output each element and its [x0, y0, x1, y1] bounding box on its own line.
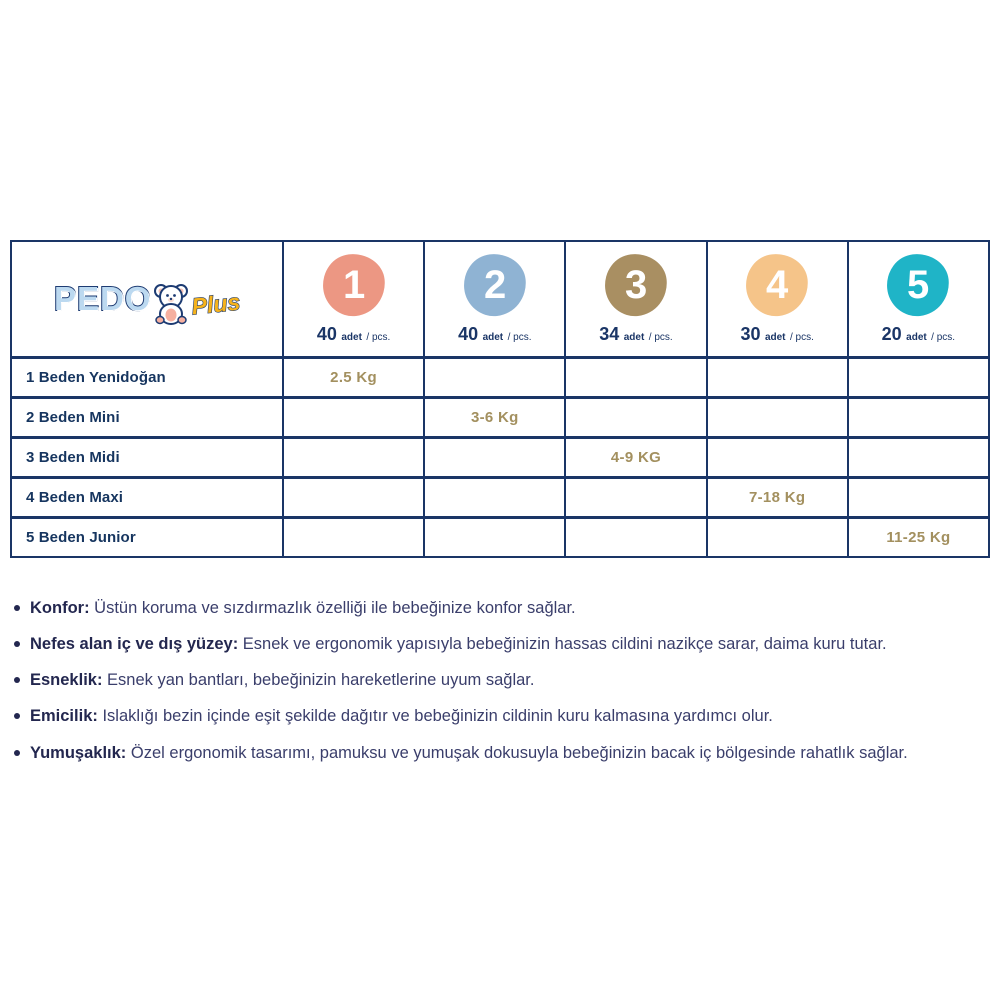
feature-term: Emicilik:: [30, 707, 103, 726]
feature-description: Özel ergonomik tasarımı, pamuksu ve yumuşak dokusuyla bebeğinizin bacak iç bölgesinde rahatlık sağlar.: [130, 743, 908, 762]
feature-item: [12, 598, 988, 619]
row-label: 3 Beden Midi: [11, 437, 283, 477]
feature-text: [30, 743, 908, 764]
weight-cell: [848, 477, 989, 517]
weight-cell: [283, 477, 424, 517]
table-row: [11, 477, 989, 517]
bullet-icon: [14, 750, 20, 756]
brand-name-text: PEDO: [53, 279, 152, 317]
weight-cell: [848, 437, 989, 477]
row-label: 1 Beden Yenidoğan: [11, 357, 283, 397]
table-row: [11, 517, 989, 557]
feature-text: [30, 634, 887, 655]
feature-term: Yumuşaklık:: [30, 743, 131, 762]
feature-list: [12, 598, 988, 779]
feature-text: [30, 670, 534, 691]
feature-item: [12, 670, 988, 691]
feature-description: Islaklığı bezin içinde eşit şekilde dağıtır ve bebeğinizin cildinin kuru kalmasına yardımcı olur.: [102, 707, 773, 726]
row-label: 2 Beden Mini: [11, 397, 283, 437]
logo-cell: [11, 241, 283, 357]
size-comparison-table: [10, 240, 990, 558]
row-label: 4 Beden Maxi: [11, 477, 283, 517]
weight-cell: 11-25 Kg: [848, 517, 989, 557]
weight-cell: [424, 357, 565, 397]
feature-item: [12, 634, 988, 655]
count-label-4: 30 adet / pcs.: [740, 323, 814, 344]
teddy-bear-icon: [151, 281, 191, 325]
weight-cell: [565, 357, 706, 397]
size-column-header-1: [283, 241, 424, 357]
count-label-5: 20 adet / pcs.: [881, 323, 956, 344]
weight-cell: 7-18 Kg: [707, 477, 848, 517]
weight-cell: [283, 437, 424, 477]
weight-cell: [424, 437, 565, 477]
weight-cell: [283, 397, 424, 437]
table-row: [11, 397, 989, 437]
weight-cell: [707, 517, 848, 557]
size-column-header-5: [848, 241, 989, 357]
feature-term: Konfor:: [30, 599, 95, 617]
brand-suffix-text: Plus: [190, 288, 242, 320]
count-label-1: 40 adet / pcs.: [316, 323, 391, 344]
size-badge-4: 4: [743, 251, 811, 319]
row-label: 5 Beden Junior: [11, 517, 283, 557]
feature-description: Üstün koruma ve sızdırmazlık özelliği ile bebeğinize konfor sağlar.: [94, 599, 576, 617]
bullet-icon: [14, 605, 20, 611]
bullet-icon: [14, 641, 20, 647]
count-label-3: 34 adet / pcs.: [599, 323, 673, 344]
feature-description: Esnek yan bantları, bebeğinizin hareketlerine uyum sağlar.: [107, 671, 535, 690]
feature-term: Nefes alan iç ve dış yüzey:: [30, 635, 243, 654]
table-header-row: [11, 241, 989, 357]
weight-cell: [565, 477, 706, 517]
feature-term: Esneklik:: [30, 671, 108, 690]
feature-description: Esnek ve ergonomik yapısıyla bebeğinizin hassas cildini nazikçe sarar, daima kuru tutar.: [242, 635, 887, 654]
size-column-header-3: [565, 241, 706, 357]
table-row: [11, 437, 989, 477]
size-badge-5: 5: [884, 251, 952, 319]
weight-cell: [707, 397, 848, 437]
bullet-icon: [14, 677, 20, 683]
weight-cell: [565, 397, 706, 437]
size-badge-3: 3: [602, 251, 670, 319]
weight-cell: [565, 517, 706, 557]
bullet-icon: [14, 713, 20, 719]
weight-cell: 2.5 Kg: [283, 357, 424, 397]
weight-cell: [848, 357, 989, 397]
feature-item: [12, 743, 988, 764]
size-badge-1: 1: [320, 251, 388, 319]
weight-cell: [424, 477, 565, 517]
weight-cell: [424, 517, 565, 557]
weight-cell: [848, 397, 989, 437]
feature-item: [12, 706, 988, 727]
table-row: [11, 357, 989, 397]
size-badge-2: 2: [461, 251, 529, 319]
weight-cell: 4-9 KG: [565, 437, 706, 477]
size-column-header-4: [707, 241, 848, 357]
size-column-header-2: [424, 241, 565, 357]
weight-cell: [707, 437, 848, 477]
feature-text: [30, 706, 773, 727]
weight-cell: [707, 357, 848, 397]
count-label-2: 40 adet / pcs.: [458, 323, 532, 344]
weight-cell: 3-6 Kg: [424, 397, 565, 437]
feature-text: [30, 598, 576, 619]
brand-logo: [12, 277, 282, 321]
weight-cell: [283, 517, 424, 557]
